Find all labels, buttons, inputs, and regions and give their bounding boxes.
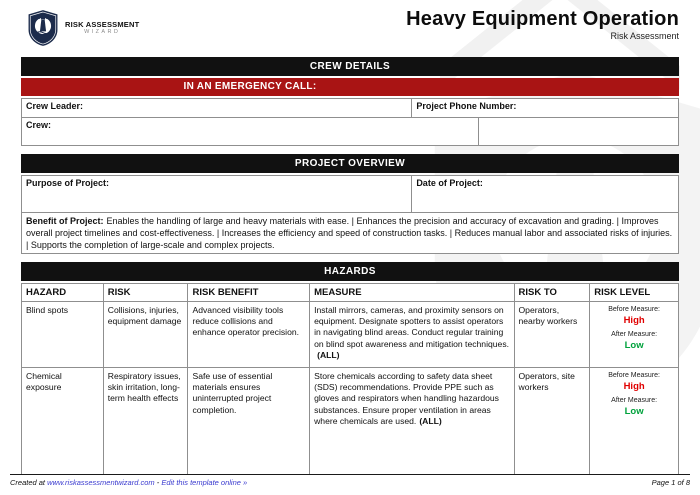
crew-details-table bbox=[21, 98, 679, 146]
after-measure-value: Low bbox=[624, 339, 644, 351]
title-block bbox=[406, 9, 679, 41]
shield-lighthouse-icon bbox=[26, 9, 60, 47]
hazard-cell: Chemical exposure bbox=[22, 368, 104, 474]
benefit-label: Benefit of Project: bbox=[26, 216, 104, 226]
project-phone-field[interactable] bbox=[412, 99, 678, 117]
risk-level-cell bbox=[590, 302, 678, 367]
benefit-cell bbox=[22, 213, 678, 253]
before-measure-label: Before Measure: bbox=[608, 372, 660, 380]
brand-text bbox=[65, 21, 139, 36]
measure-text: Install mirrors, cameras, and proximity sensors on equipment. Designate spotters to assist operators in navigating blind areas. Conduct regular training on blind spot awareness and mitigation techniques. bbox=[314, 305, 510, 349]
hazards-table bbox=[21, 283, 679, 475]
hazards-header-row bbox=[22, 284, 678, 302]
column-header-risk-to: RISK TO bbox=[515, 284, 591, 301]
before-measure-value: High bbox=[623, 315, 645, 327]
page-footer bbox=[10, 474, 690, 487]
brand-name: RISK ASSESSMENT bbox=[65, 19, 140, 29]
date-field[interactable] bbox=[412, 176, 678, 212]
risk-benefit-cell: Safe use of essential materials ensures uninterrupted project completion. bbox=[188, 368, 310, 474]
measure-cell bbox=[310, 368, 514, 474]
column-header-risk-benefit: RISK BENEFIT bbox=[188, 284, 310, 301]
table-row bbox=[22, 99, 678, 118]
risk-benefit-cell: Advanced visibility tools reduce collisions and enhance operator precision. bbox=[188, 302, 310, 367]
measure-text: Store chemicals according to safety data sheet (SDS) recommendations. Provide PPE such as gloves and respirators when handling hazardous substances. Ensure proper ventilation in areas where chemicals are used. bbox=[314, 371, 499, 426]
measure-cell bbox=[310, 302, 514, 367]
purpose-field[interactable] bbox=[22, 176, 412, 212]
created-at-text: Created at bbox=[10, 478, 48, 487]
page-number: Page 1 of 8 bbox=[651, 478, 690, 487]
crew-leader-label: Crew Leader: bbox=[26, 101, 84, 111]
hazards-header: HAZARDS bbox=[21, 262, 679, 281]
risk-to-cell: Operators, site workers bbox=[515, 368, 591, 474]
page-title: Heavy Equipment Operation bbox=[406, 8, 679, 30]
after-measure-label: After Measure: bbox=[611, 330, 658, 338]
column-header-hazard: HAZARD bbox=[22, 284, 104, 301]
table-row bbox=[22, 176, 678, 213]
project-phone-label: Project Phone Number: bbox=[416, 101, 517, 111]
hazard-row bbox=[22, 368, 678, 474]
emergency-call-bar bbox=[21, 78, 679, 96]
before-measure-label: Before Measure: bbox=[608, 306, 660, 314]
risk-cell: Respiratory issues, skin irritation, long-term health effects bbox=[104, 368, 189, 474]
benefit-text: Enables the handling of large and heavy materials with ease. | Enhances the precision and accuracy of excavation and grading. | Improves overall project timelines and cost-effectiveness. | Increases the efficiency and speed of construction tasks. | Reduces manual labor and associated risks of injuries. | Supports the completion of large-scale and complex projects. bbox=[26, 216, 673, 251]
crew-field[interactable] bbox=[22, 118, 479, 145]
footer-credit bbox=[10, 478, 247, 487]
column-header-measure: MEASURE bbox=[310, 284, 514, 301]
section-hazards bbox=[21, 262, 679, 475]
crew-leader-field[interactable] bbox=[22, 99, 412, 117]
project-overview-table bbox=[21, 175, 679, 254]
risk-level-cell bbox=[590, 368, 678, 474]
crew-extra-field[interactable] bbox=[479, 118, 678, 145]
table-row bbox=[22, 118, 678, 145]
section-project-overview bbox=[21, 154, 679, 254]
hazard-row bbox=[22, 302, 678, 368]
crew-label: Crew: bbox=[26, 120, 52, 130]
brand-logo bbox=[26, 9, 139, 47]
after-measure-label: After Measure: bbox=[611, 396, 658, 404]
emergency-call-label: IN AN EMERGENCY CALL: bbox=[183, 81, 317, 92]
brand-subname: WIZARD bbox=[84, 28, 121, 35]
purpose-label: Purpose of Project: bbox=[26, 178, 110, 188]
risk-cell: Collisions, injuries, equipment damage bbox=[104, 302, 189, 367]
site-link[interactable]: www.riskassessmentwizard.com bbox=[47, 478, 155, 487]
measure-suffix: (ALL) bbox=[317, 349, 340, 360]
section-crew-details bbox=[21, 57, 679, 146]
project-overview-header: PROJECT OVERVIEW bbox=[21, 154, 679, 173]
risk-to-cell: Operators, nearby workers bbox=[515, 302, 591, 367]
edit-template-link[interactable]: Edit this template online » bbox=[161, 478, 248, 487]
crew-details-header: CREW DETAILS bbox=[21, 57, 679, 76]
before-measure-value: High bbox=[623, 381, 645, 393]
footer-separator: - bbox=[154, 478, 162, 487]
column-header-risk-level: RISK LEVEL bbox=[594, 287, 651, 299]
hazard-cell: Blind spots bbox=[22, 302, 104, 367]
table-row bbox=[22, 213, 678, 253]
column-header-risk: RISK bbox=[104, 284, 189, 301]
page-subtitle: Risk Assessment bbox=[610, 31, 679, 41]
page-header bbox=[21, 9, 679, 49]
measure-suffix: (ALL) bbox=[419, 415, 442, 426]
after-measure-value: Low bbox=[624, 405, 644, 417]
date-label: Date of Project: bbox=[416, 178, 483, 188]
